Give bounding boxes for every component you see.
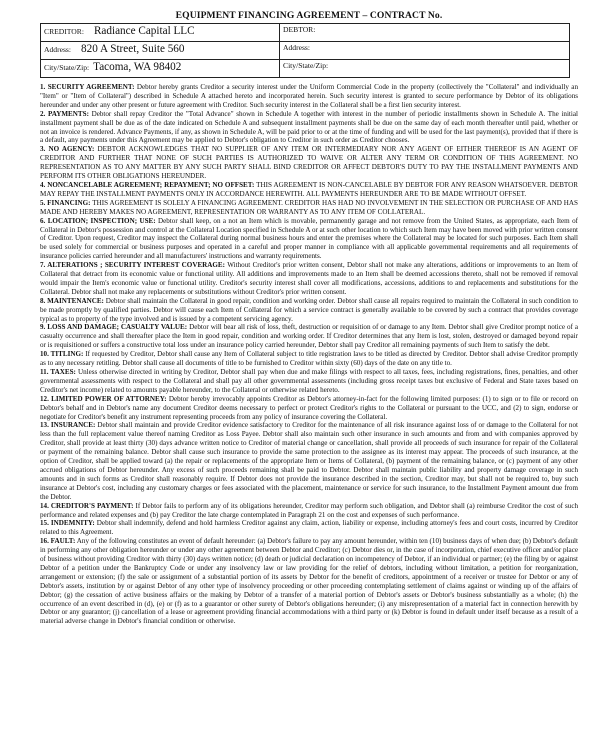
section-heading: 8. MAINTENANCE: xyxy=(40,296,104,305)
section-heading: 1. SECURITY AGREEMENT: xyxy=(40,83,135,91)
creditor-label: CREDITOR: xyxy=(44,27,84,36)
section-heading: 11. TAXES: xyxy=(40,368,76,376)
section-text: Any of the following constitutes an event of default hereunder: (a) Debtor's failure to pay any amount hereunder, within ten (10) business days of when due; (b) Debtor's default in performing any other obligation hereunder or under any other agreement between Debtor and Creditor; (c) Debtor dies or, in the case of incorporation, chief executive officer and/or place of business without providing Creditor with thirty (30) days written notice; (d) death or judicial declaration on incompetency of Debtor, if an individual or partner; (e) the filing by or against Debtor of a petition under the Bankruptcy Code or under any insolvency law or law providing for the relief of debtors, including without limitation, a petition for reorganization, arrangement or extension; (f) the sale or assignment of a substantial portion of its assets by Debtor for the benefit of creditors, appointment of a receiver or trustee for Debtor or any of Debtor's assets, institution by or against Debtor of any other type of insolvency proceeding or other proceeding contemplating settlement of claims against or winding up of the affairs of Debtor; (g) the cessation of active business affairs or the making by Debtor of a transfer of a material portion of Debtor's assets or Debtor's business substantially as a whole; (h) the occurrence of an event described in (d), (e) or (f) as to a guarantor or other surety of Debtor's obligations hereunder; (i) any misrepresentation of a material fact in connection herewith by Debtor or any guarantor; (j) cancellation of a lease or agreement providing financial accommodations with a third party or (k) Debtor is found in default under itself because as a result of a material adverse change in Debtor's financial condition or otherwise. xyxy=(40,537,578,626)
section-9 xyxy=(40,323,578,350)
debtor-address-cell xyxy=(280,42,570,60)
section-text: THIS AGREEMENT IS NON-CANCELABLE BY DEBTOR FOR ANY REASON WHATSOEVER. DEBTOR MAY REPAY THE INSTALLMENT PAYMENTS ONLY IN ACCORDANCE HEREWITH. ALL PAYMENTS HEREUNDER ARE TO BE MADE WITHOUT OFFSET. xyxy=(40,180,578,198)
section-6 xyxy=(40,217,578,262)
agreement-title: EQUIPMENT FINANCING AGREEMENT – CONTRACT No. xyxy=(175,10,443,21)
section-text: Debtor hereby irrevocably appoints Creditor as Debtor's attorney-in-fact for the following limited purposes: (1) to sign or to file or record on Debtor's behalf and in Debtor's name any document Creditor deems necessary to perfect or protect Creditor's rights to the Collateral or pursuant to the UCC, and (2) to sign, endorse or negotiate for Creditor's benefit any instrument representing proceeds from any policy of insurance covering the Collateral. xyxy=(40,394,578,421)
section-12 xyxy=(40,395,578,422)
section-heading: 6. LOCATION; INSPECTION; USE: xyxy=(40,216,156,225)
creditor-value: Radiance Capital LLC xyxy=(93,25,195,37)
section-text: If requested by Creditor, Debtor shall cause any Item of Collateral subject to title registration laws to be titled as directed by Creditor. Debtor shall advise Creditor promptly as to any necessary retitling. Debtor shall cause all documents of title to be furnished to Creditor within sixty (60) days of the date on any title to. xyxy=(40,350,578,368)
debtor-city-cell xyxy=(280,60,570,78)
section-text: Debtor shall repay Creditor the "Total Advance" shown in Schedule A together with interest in the number of periodic installments shown in Schedule A. The initial installment payment shall be due as of the date indicated on Schedule A and subsequent installment payments shall be due on the same day of each month thereafter until paid, whether or not an invoice is rendered. Advance Payments, if any, as shown in Schedule A, will be paid prior to or at the time of funding and will be used for the last payment(s), provided that if there is a default, any payments under this Agreement may be applied to Debtor's obligation to Creditor in such order as Creditor chooses. xyxy=(40,109,578,145)
section-14 xyxy=(40,502,578,520)
section-4 xyxy=(40,181,578,199)
agreement-body xyxy=(40,83,578,626)
section-13 xyxy=(40,421,578,501)
section-heading: 9. LOSS AND DAMAGE; CASUALTY VALUE: xyxy=(40,323,188,332)
creditor-address-label: Address: xyxy=(44,45,71,54)
creditor-cell xyxy=(41,24,280,42)
creditor-address-value: 820 A Street, Suite 560 xyxy=(81,43,185,55)
section-2 xyxy=(40,110,578,146)
section-text: Debtor shall maintain and provide Creditor evidence satisfactory to Creditor for the maintenance of all risk insurance against loss of or damage to the Collateral for not less than the full replacement value thereof naming Creditor as Loss Payee. Debtor shall also maintain such other insurance in such amounts and from and with companies approved by Creditor, shall provide at least thirty (30) days advance written notice to Creditor of material change or cancellation, shall provide all proceeds of such insurance for repair of the Collateral or payment of the remaining balance. Debtor shall cause such insurance to provide the same protection to the assignee as its interest may appear. The proceeds of such insurance, at the option of Creditor, shall be applied toward (a) the repair or replacements of the appropriate Item or Items of Collateral, (b) payment of the remaining balance, or (c) payment of any other accrued obligations of Debtor hereunder. Any excess of such proceeds remaining shall be paid to Debtor. Debtor shall maintain public liability and property damage coverage in such amounts and in such forms as Creditor shall reasonably require. If Debtor does not provide the insurance described in the section, Creditor may, but shall not be required to, buy such insurance at Debtor's cost, including any customary charges or fees associated with the placement, maintenance or service for such insurance, to the Installment Payment amount due from the Debtor. xyxy=(40,421,578,501)
section-heading: 3. NO AGENCY: xyxy=(40,145,95,154)
creditor-address-cell xyxy=(41,42,280,60)
section-8 xyxy=(40,297,578,324)
section-heading: 4. NONCANCELABLE AGREEMENT; REPAYMENT; NO OFFSET: xyxy=(40,180,255,189)
section-text: Debtor shall maintain the Collateral in good repair, condition and working order. Debtor shall cause all repairs required to maintain the Collateral in such condition to be made promptly by qualified parties. Debtor will cause each Item of Collateral for which a service contract is generally available to be covered by such a contract that provides coverage typical as to property of the type involved and is issued by a competent servicing agency. xyxy=(40,296,579,323)
section-heading: 10. TITLING: xyxy=(40,350,84,359)
section-10 xyxy=(40,350,578,368)
section-text: Debtor will bear all risk of loss, theft, destruction or requisition of or damage to any Item. Debtor shall give Creditor prompt notice of a casualty occurrence and shall thereafter place the Item in good repair, condition and working order. If Creditor determines that any Item is lost, stolen, destroyed or damaged beyond repair or is requisitioned or suffers a constructive total loss under an insurance policy carried hereunder, Debtor shall pay Creditor all remaining payments of such Item to satisfy the debt. xyxy=(40,323,578,350)
section-text: THIS AGREEMENT IS SOLELY A FINANCING AGREEMENT. CREDITOR HAS HAD NO INVOLVEMENT IN THE SELECTION OR PURCHASE OF AND HAS MADE AND HEREBY MAKES NO AGREEMENT, REPRESENTATION OR WARRANTY AS TO ANY ITEM OF COLLATERAL. xyxy=(40,198,578,216)
section-heading: 13. INSURANCE: xyxy=(40,421,96,430)
debtor-label: DEBTOR: xyxy=(283,25,316,34)
section-heading: 5. FINANCING: xyxy=(40,198,91,207)
creditor-city-cell xyxy=(41,60,280,78)
section-heading: 12. LIMITED POWER OF ATTORNEY: xyxy=(40,394,167,403)
section-text: Debtor shall keep, on a not an Item which is movable, permanently garage and not remove from the United States, as appropriate, each Item of Collateral in Debtor's possession and control at the Collateral Location specified in Schedule A or at such other location to which such Item may have been moved with prior written consent of Creditor. Upon request, Creditor may inspect the Collateral during normal business hours and enter the premises where the Collateral may be located for such purposes. Each Item shall be used solely for commercial or business purposes and operated in a careful and proper manner in compliance with all applicable governmental requirements and all requirements of insurance policies carried hereunder and all manufacturers' instructions and warranty requirements. xyxy=(40,216,578,261)
section-16 xyxy=(40,537,578,626)
section-heading: 16. FAULT: xyxy=(40,537,76,546)
creditor-city-label: City/State/Zip: xyxy=(44,63,90,72)
section-text: DEBTOR ACKNOWLEDGES THAT NO SUPPLIER OF ANY ITEM OR INTERMEDIARY NOR ANY AGENT OF EITHER THEREOF IS AN AGENT OF CREDITOR AND FURTHER THAT NONE OF SUCH PARTIES IS AUTHORIZED TO WAIVE OR ALTER ANY TERM OR CONDITION OF THIS AGREEMENT. NO REPRESENTATION AS TO ANY MATTER BY ANY SUCH PARTY SHALL BIND CREDITOR OR AFFECT DEBTOR'S DUTY TO PAY THE INSTALLMENT PAYMENTS AND PERFORM ITS OTHER OBLIGATIONS HEREUNDER. xyxy=(40,145,578,181)
debtor-address-label: Address: xyxy=(283,43,310,52)
section-text: Unless otherwise directed in writing by Creditor, Debtor shall pay when due and make filings with respect to all taxes, fees, including registrations, fines, penalties, and other governmental assessments with respect to the Collateral and shall pay all other governmental assessments (including gross receipt taxes but exclusive of Federal and State taxes based on Creditor's net income) related to amounts payable hereunder, to the Collateral or otherwise related hereto. xyxy=(40,368,578,394)
section-1 xyxy=(40,83,578,110)
section-5 xyxy=(40,199,578,217)
section-heading: 15. INDEMNITY: xyxy=(40,519,95,528)
section-heading: 14. CREDITOR'S PAYMENT: xyxy=(40,501,134,510)
section-15 xyxy=(40,519,578,537)
section-text: Debtor shall indemnify, defend and hold harmless Creditor against any claim, action, liability or expense, including attorney's fees and court costs, incurred by Creditor related to this Agreement. xyxy=(40,519,578,537)
section-11 xyxy=(40,368,578,395)
section-3 xyxy=(40,145,578,181)
debtor-city-label: City/State/Zip: xyxy=(283,61,329,70)
section-7 xyxy=(40,261,578,297)
creditor-city-value: Tacoma, WA 98402 xyxy=(93,61,182,73)
debtor-cell xyxy=(280,24,570,42)
section-text: Without Creditor's prior written consent, Debtor shall not make any alterations, additions or improvements to an Item of Collateral that detract from its economic value or functional utility. All additions and improvements made to an Item shall be deemed accessions thereto, shall not be removed if removal would impair the Item's economic value or functional utility. Creditor's security interest shall cover all modifications, accessions, additions to and replacements and substitutions for the Collateral. Debtor shall not make any replacements or substitutions without Creditor's prior written consent. xyxy=(40,261,578,296)
section-heading: 2. PAYMENTS: xyxy=(40,109,89,118)
section-heading: 7. ALTERATIONS ; SECURITY INTEREST COVERAGE: xyxy=(40,261,226,270)
section-text: If Debtor fails to perform any of its obligations hereunder, Creditor may perform such obligation, and Debtor shall (a) reimburse Creditor the cost of such performance and related expenses and (b) pay Creditor the late charge contemplated in Paragraph 21 on the cost and expenses of such performance. xyxy=(40,501,579,519)
party-info-table xyxy=(40,23,570,78)
section-text: Debtor hereby grants Creditor a security interest under the Uniform Commercial Code in the property (collectively the "Collateral" and individually an "Item" or "Item of Collateral") described in Schedule A attached hereto and incorporated herein. Such security interest is granted to secure performance by Debtor of its obligations hereunder and under any other present or future agreement with Creditor. Such security interest in the Collateral shall be a first lien security interest. xyxy=(40,83,578,109)
